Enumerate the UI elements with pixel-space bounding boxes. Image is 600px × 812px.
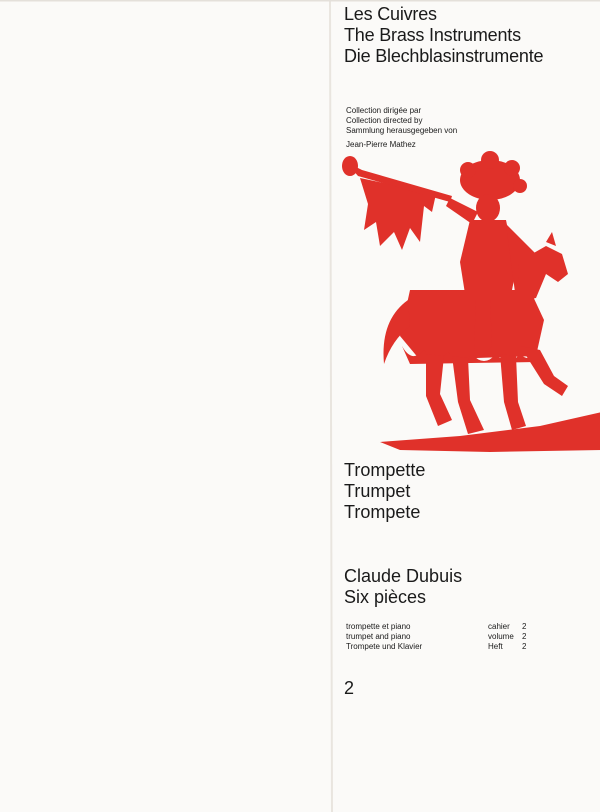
scoring-note [346,622,422,652]
series-title [344,4,543,67]
volume-info [488,622,526,652]
collection-editor: Jean-Pierre Mathez [346,140,416,149]
volume-label-en: volume [488,632,514,641]
scoring-note-de: Trompete und Klavier [346,642,423,651]
volume-row-de [488,642,526,652]
volume-value-fr: 2 [522,622,527,631]
volume-label-fr: cahier [488,622,510,631]
herald-trumpeter-on-horse-icon [340,150,600,460]
volume-value-de: 2 [522,642,527,651]
series-title-de: Die Blechblasinstrumente [344,46,544,66]
collection-credit [346,106,457,150]
instrument-title-fr: Trompette [344,460,426,480]
work-title: Six pièces [344,587,427,607]
collection-credit-fr: Collection dirigée par [346,106,422,115]
volume-value-en: 2 [522,632,527,641]
volume-number: 2 [344,678,355,698]
scoring-note-en: trumpet and piano [346,632,411,641]
volume-row-fr [488,622,526,632]
series-title-fr: Les Cuivres [344,4,437,24]
instrument-title-en: Trumpet [344,481,411,501]
volume-label-de: Heft [488,642,503,651]
scoring-note-fr: trompette et piano [346,622,411,631]
composer-name: Claude Dubuis [344,566,463,586]
instrument-title-de: Trompete [344,502,421,522]
volume-row-en [488,632,526,642]
instrument-title [344,460,425,523]
work-heading [344,566,462,608]
collection-credit-en: Collection directed by [346,116,423,125]
collection-credit-de: Sammlung herausgegeben von [346,126,458,135]
series-title-en: The Brass Instruments [344,25,521,45]
